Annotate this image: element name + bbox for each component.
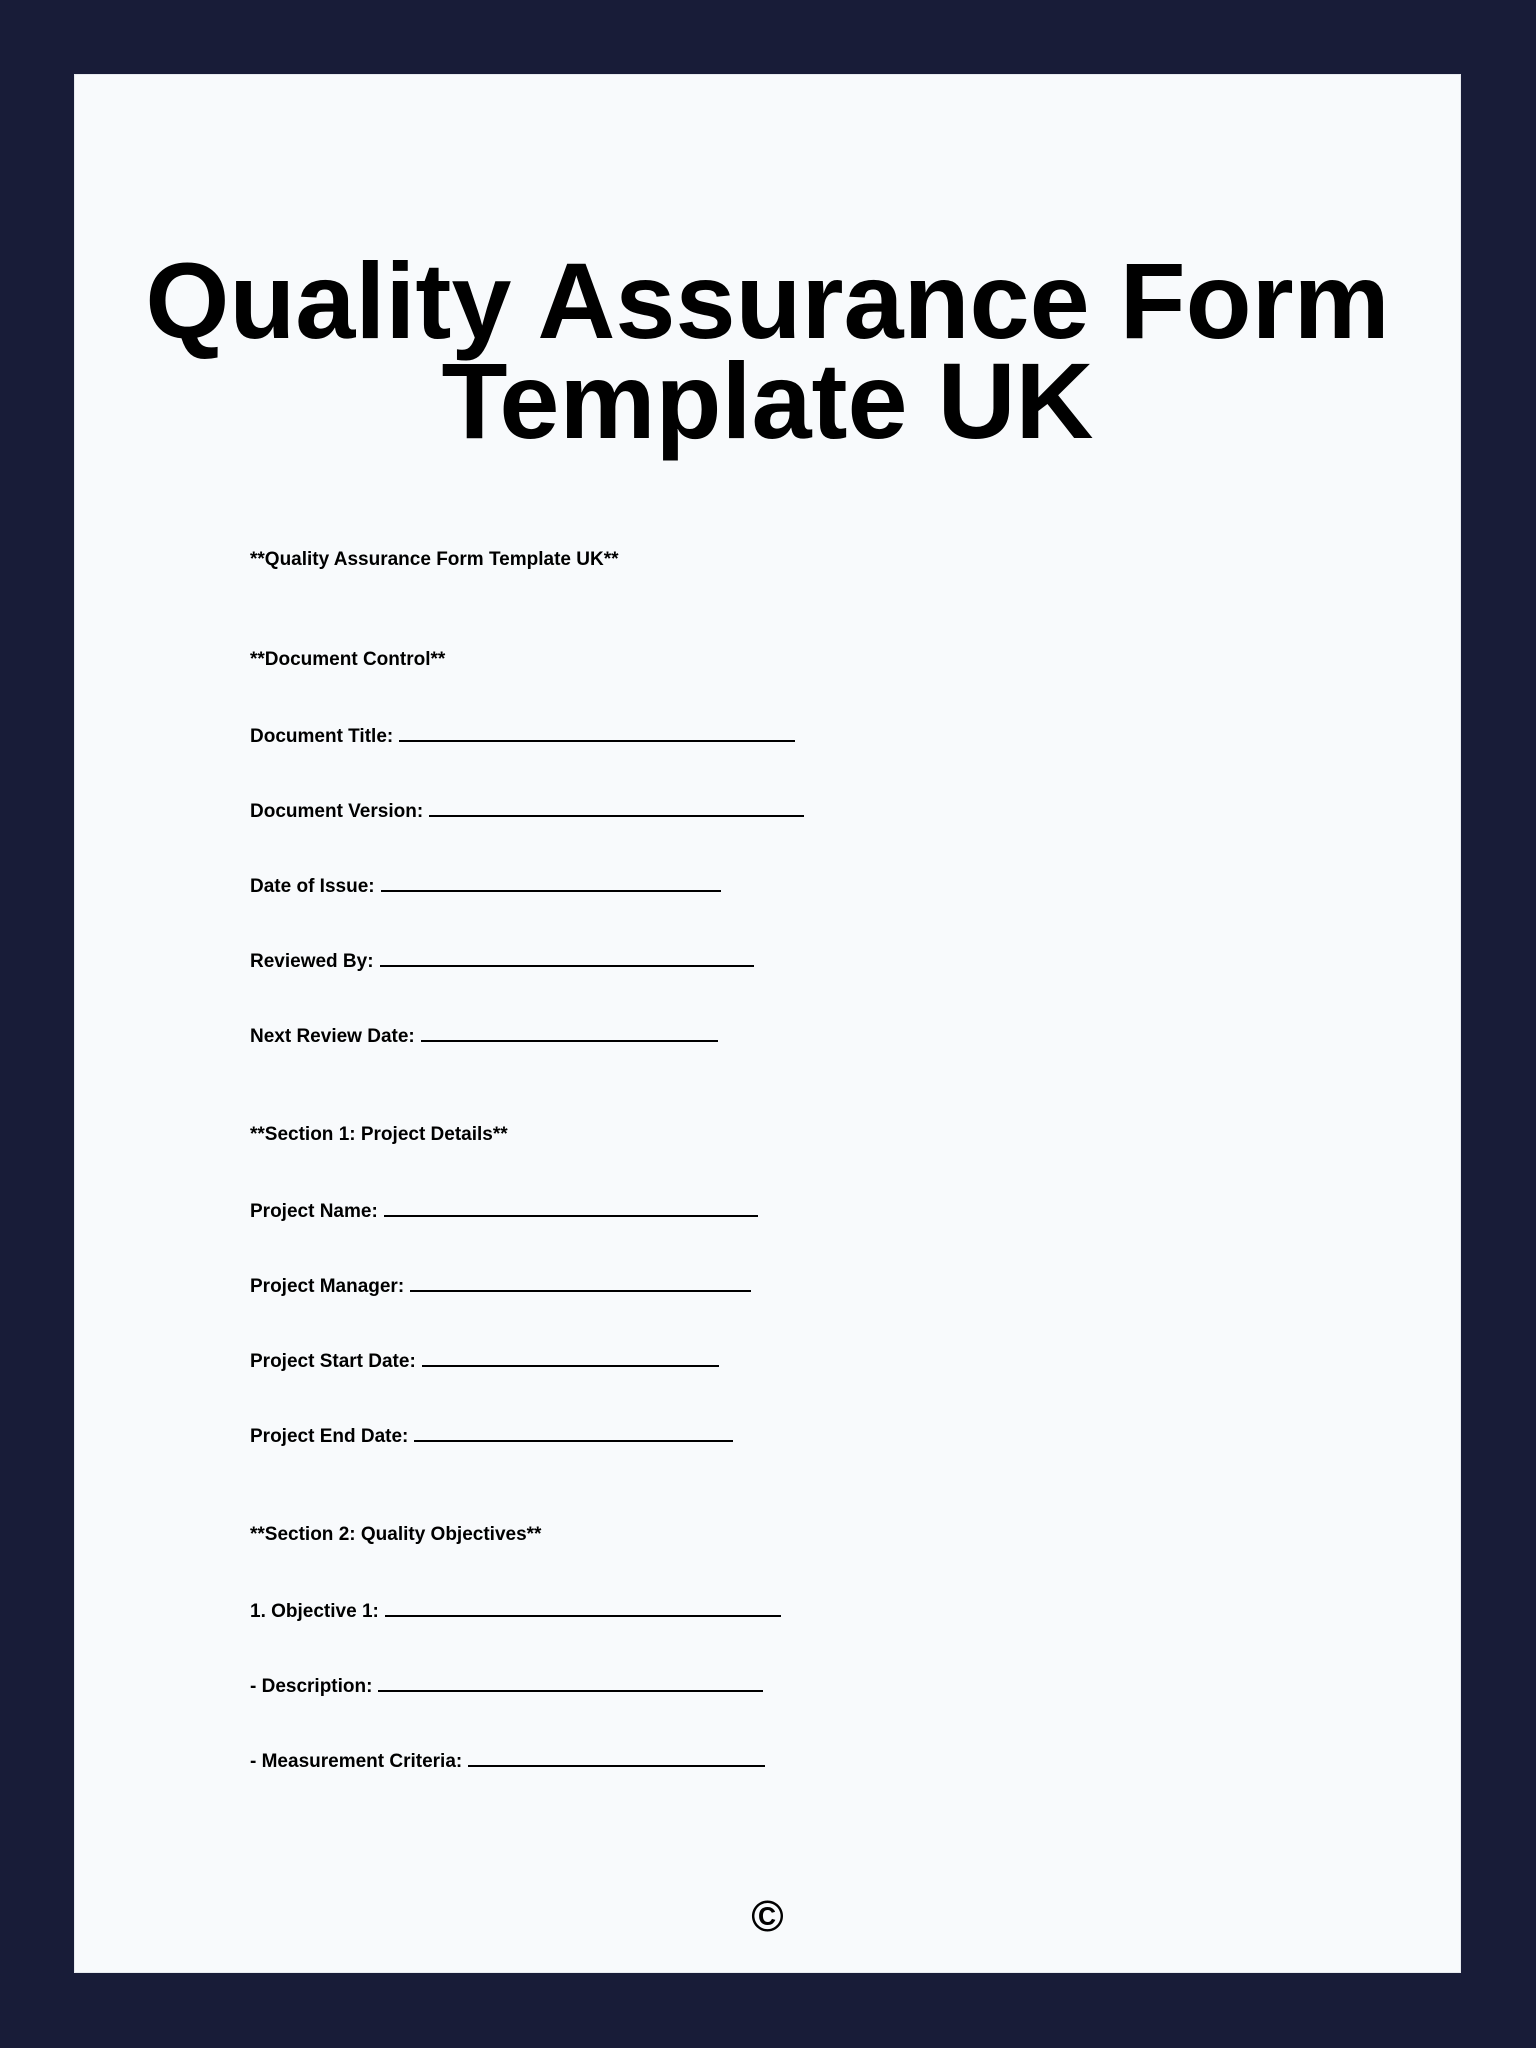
measurement-criteria-label: - Measurement Criteria: (250, 1751, 463, 1772)
date-of-issue-field (250, 874, 721, 898)
objective-1-label: 1. Objective 1: (250, 1601, 379, 1622)
document-page (74, 74, 1461, 1973)
document-version-label: Document Version: (250, 801, 424, 822)
next-review-date-blank[interactable] (421, 1024, 718, 1042)
description-label: - Description: (250, 1676, 373, 1697)
document-title (75, 240, 1460, 461)
description-blank[interactable] (378, 1674, 763, 1692)
date-of-issue-label: Date of Issue: (250, 876, 375, 897)
project-start-date-field (250, 1349, 719, 1373)
document-title-label: Document Title: (250, 726, 394, 747)
form-subtitle: **Quality Assurance Form Template UK** (250, 549, 619, 570)
project-name-blank[interactable] (384, 1199, 758, 1217)
next-review-date-label: Next Review Date: (250, 1026, 415, 1047)
project-end-date-blank[interactable] (414, 1424, 733, 1442)
document-version-blank[interactable] (429, 799, 804, 817)
section2-heading: **Section 2: Quality Objectives** (250, 1524, 542, 1545)
project-name-label: Project Name: (250, 1201, 378, 1222)
document-title-blank[interactable] (399, 724, 795, 742)
document-title-field (250, 724, 795, 748)
project-start-date-label: Project Start Date: (250, 1351, 416, 1372)
project-start-date-blank[interactable] (422, 1349, 719, 1367)
objective-1-field (250, 1599, 781, 1623)
measurement-criteria-blank[interactable] (468, 1749, 765, 1767)
copyright-icon: © (751, 1892, 784, 1941)
section1-heading: **Section 1: Project Details** (250, 1124, 508, 1145)
document-control-heading: **Document Control** (250, 649, 446, 670)
project-end-date-field (250, 1424, 733, 1448)
project-manager-field (250, 1274, 751, 1298)
project-end-date-label: Project End Date: (250, 1426, 409, 1447)
title-line-2: Template UK (441, 340, 1094, 461)
document-version-field (250, 799, 804, 823)
project-name-field (250, 1199, 758, 1223)
title-line-1: Quality Assurance Form (145, 240, 1390, 361)
project-manager-blank[interactable] (410, 1274, 751, 1292)
project-manager-label: Project Manager: (250, 1276, 405, 1297)
next-review-date-field (250, 1024, 718, 1048)
objective-1-blank[interactable] (385, 1599, 781, 1617)
reviewed-by-field (250, 949, 754, 973)
reviewed-by-blank[interactable] (380, 949, 754, 967)
date-of-issue-blank[interactable] (381, 874, 721, 892)
reviewed-by-label: Reviewed By: (250, 951, 374, 972)
description-field (250, 1674, 763, 1698)
measurement-criteria-field (250, 1749, 765, 1773)
